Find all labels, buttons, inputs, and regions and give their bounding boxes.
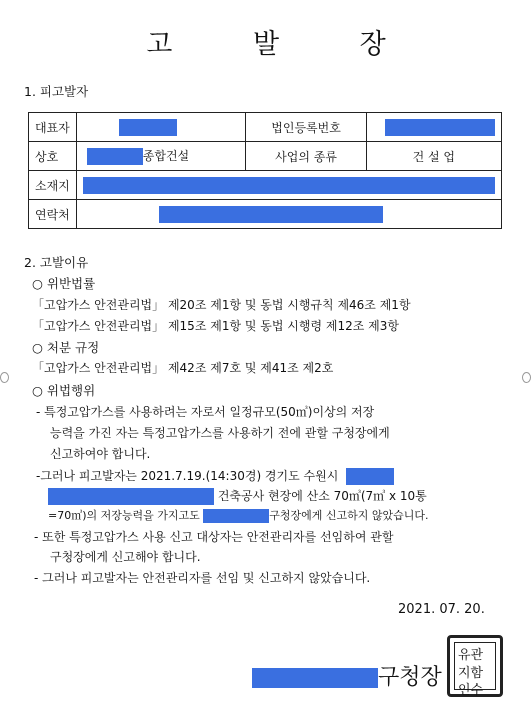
redaction-box (252, 668, 378, 688)
illegal-act-line: 구청장에게 신고해야 합니다. (50, 550, 201, 564)
illegal-act-line: - 또한 특정고압가스 사용 신고 대상자는 안전관리자를 선임하여 관할 (34, 530, 394, 544)
violated-law-line: 「고압가스 안전관리법」 제15조 제1항 및 동법 시행령 제12조 제3항 (32, 319, 399, 333)
redaction-box (48, 488, 214, 505)
redaction-box (87, 148, 143, 165)
signature-title: 구청장 (378, 665, 442, 690)
illegal-act-line: - 그러나 피고발자는 안전관리자를 선임 및 신고하지 않았습니다. (34, 571, 371, 585)
section-accused-heading: 1. 피고발자 (24, 84, 89, 99)
company-suffix: 종합건설 (142, 149, 190, 163)
redaction-box (119, 119, 177, 136)
illegal-act-line: 신고하여야 합니다. (50, 447, 151, 461)
corp-no-value (366, 113, 501, 142)
section-reason-heading: 2. 고발이유 (24, 255, 89, 270)
contact-label: 연락처 (29, 200, 77, 229)
accused-info-table (28, 112, 502, 229)
penalty-heading: ○ 처분 규정 (32, 340, 100, 355)
business-type-value: 건 설 업 (366, 142, 501, 171)
document-title: 고 발 장 (146, 29, 422, 60)
document-date: 2021. 07. 20. (398, 602, 485, 617)
redaction-box (385, 119, 495, 136)
binding-hole-mark (0, 372, 9, 383)
address-value (76, 171, 501, 200)
redaction-box (346, 468, 394, 485)
illegal-act-line: =70㎥)의 저장능력을 가지고도 구청장에게 신고하지 않았습니다. (48, 509, 429, 522)
address-label: 소재지 (29, 171, 77, 200)
penalty-line: 「고압가스 안전관리법」 제42조 제7호 및 제41조 제2호 (32, 361, 334, 375)
contact-value (76, 200, 501, 229)
binding-hole-mark (522, 372, 531, 383)
company-value (76, 142, 246, 171)
business-type-label: 사업의 종류 (246, 142, 366, 171)
corp-no-label: 법인등록번호 (246, 113, 366, 142)
illegal-act-heading: ○ 위법행위 (32, 383, 96, 398)
signature-line (252, 660, 442, 691)
official-seal: 유관 지함 인수 (447, 635, 503, 697)
redaction-box (159, 206, 383, 223)
representative-label: 대표자 (29, 113, 77, 142)
illegal-act-line: -그러나 피고발자는 2021.7.19.(14:30경) 경기도 수원시 (36, 467, 394, 485)
illegal-act-line: 능력을 가진 자는 특정고압가스를 사용하기 전에 관할 구청장에게 (50, 426, 390, 440)
illegal-act-line: - 특정고압가스를 사용하려는 자로서 일정규모(50㎥)이상의 저장 (36, 405, 375, 419)
representative-value (76, 113, 246, 142)
illegal-act-line: 건축공사 현장에 산소 70㎥(7㎥ x 10통 (48, 487, 427, 505)
redaction-box (83, 177, 495, 194)
violated-law-heading: ○ 위반법률 (32, 276, 96, 291)
company-label: 상호 (29, 142, 77, 171)
violated-law-line: 「고압가스 안전관리법」 제20조 제1항 및 동법 시행규칙 제46조 제1항 (32, 298, 411, 312)
redaction-box (203, 509, 269, 523)
